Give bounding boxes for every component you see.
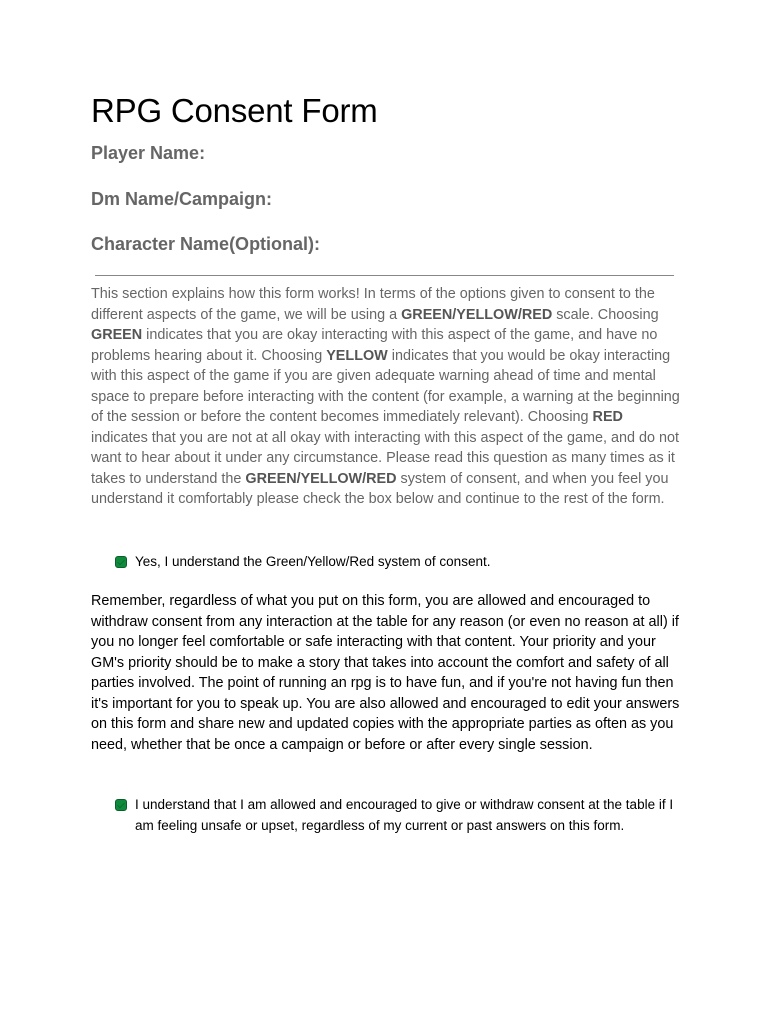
explanation-text: scale. Choosing (552, 306, 659, 323)
green-emphasis: GREEN (91, 327, 143, 343)
withdraw-consent-checkbox-label: I understand that I am allowed and encouraged to give or withdraw consent at the table if I am feeling unsafe or upset, regardless of my current or past answers on this form. (135, 797, 674, 833)
player-name-label: Player Name: (91, 143, 206, 163)
page-title: RPG Consent Form (91, 92, 378, 129)
yellow-emphasis: YELLOW (326, 347, 388, 364)
explanation-text: indicates that you are not at all okay with interacting with this aspect of the game, and do not want to hear about it under any circumstance. Please read this question as many times as it takes to understand the (91, 429, 679, 487)
reminder-paragraph: Remember, regardless of what you put on this form, you are allowed and encouraged to withdraw consent from any interaction at the table for any reason (or even no reason at all) if you no longer feel comfortable or safe interacting with that content. Your priority and your GM's priority should be to make a story that takes into account the comfort and safety of all parties involved. The point of running an rpg is to have fun, and if you're not having fun then it's important for you to speak up. You are also allowed and encouraged to edit your answers on this form and share new and updated copies with the appropriate parties as often as you need, whether that be once a campaign or before or after every single session. (91, 593, 680, 753)
understand-scale-checkbox-label: Yes, I understand the Green/Yellow/Red system of consent. (135, 554, 491, 569)
dm-name-campaign-label: Dm Name/Campaign: (91, 189, 273, 209)
scale-emphasis: GREEN/YELLOW/RED (245, 470, 397, 487)
checked-checkbox-icon[interactable] (115, 556, 127, 568)
explanation-paragraph (91, 284, 681, 510)
explanation-text: system of consent, and when you feel you understand it comfortably please check the box below and continue to the rest of the form. (91, 470, 669, 507)
section-divider (95, 275, 674, 276)
explanation-text: indicates that you are okay interacting with this aspect of the game, and have no problems hearing about it. Choosing (91, 327, 658, 364)
scale-emphasis: GREEN/YELLOW/RED (401, 306, 553, 323)
checked-checkbox-icon[interactable] (115, 799, 127, 811)
explanation-text: This section explains how this form works! In terms of the options given to consent to the different aspects of the game, we will be using a (91, 286, 655, 323)
character-name-label: Character Name(Optional): (91, 234, 321, 254)
red-emphasis: RED (592, 409, 623, 425)
explanation-text: indicates that you would be okay interacting with this aspect of the game if you are given adequate warning ahead of time and mental space to prepare before interacting with the content (for example, a warning at the beginning of the session or before the content becomes immediately relevant). Choosing (91, 347, 680, 425)
